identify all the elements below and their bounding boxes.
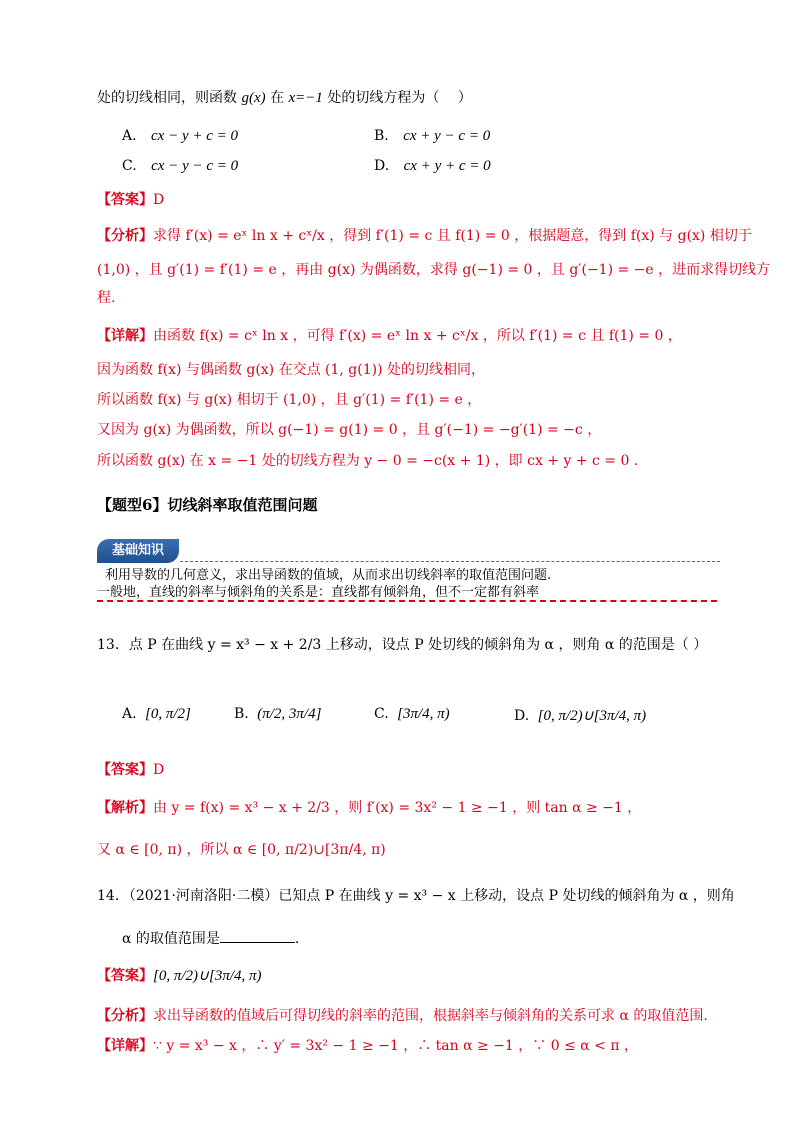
answer-blank[interactable]: [220, 928, 295, 943]
answer-tag: 【答案】: [97, 192, 153, 208]
detail-text: 由函数 f(x) = cˣ ln x ，可得 f′(x) = eˣ ln x + cˣ/x ，所以 f′(1) = c 且 f(1) = 0 ，: [153, 328, 682, 344]
option-label: C.: [122, 158, 137, 174]
option-label: D.: [514, 708, 530, 724]
analysis14: [97, 1006, 708, 1026]
answer-value: D: [153, 762, 165, 778]
intro-g: g(x): [241, 90, 266, 106]
intro-x: x=−1: [288, 90, 323, 106]
banner-divider: [180, 561, 720, 562]
q14-stem2-text: α 的取值范围是: [122, 931, 220, 947]
answer-value: [0, π/2)∪[3π/4, π): [153, 968, 262, 984]
option-b: [374, 128, 490, 145]
intro-text2: 在: [270, 90, 285, 106]
answer-prev: [97, 190, 164, 210]
knowledge-banner: 基础知识: [97, 539, 179, 563]
knowledge-red-underline: [97, 600, 717, 602]
q13-option-a: [122, 706, 191, 723]
analysis-tag: 【分析】: [97, 228, 153, 244]
analysis-prev-line2: (1,0) ，且 g′(1) = f′(1) = e ，再由 g(x) 为偶函数，求得 g(−1) = 0 ，且 g′(−1) = −e ，进而求得切线方: [97, 262, 771, 278]
option-expr: [3π/4, π): [397, 706, 450, 722]
analysis-text: 求得 f′(x) = eˣ ln x + cˣ/x ，得到 f′(1) = c 且 f(1) = 0 ，根据题意，得到 f(x) 与 g(x) 相切于: [153, 228, 752, 244]
detail-prev-line4: 又因为 g(x) 为偶函数，所以 g(−1) = g(1) = 0 ，且 g′(−1) = −g′(1) = −c ，: [97, 422, 602, 438]
option-expr: [0, π/2)∪[3π/4, π): [537, 708, 647, 724]
option-label: A.: [122, 706, 137, 722]
option-expr: [0, π/2]: [145, 706, 191, 722]
detail-prev-line3: 所以函数 f(x) 与 g(x) 相切于 (1,0) ，且 g′(1) = f′(1) = e ，: [97, 392, 482, 408]
q13-option-b: [234, 706, 321, 723]
section-title: 【题型6】切线斜率取值范围问题: [97, 496, 318, 514]
answer13: [97, 760, 164, 780]
detail-prev-line5: 所以函数 g(x) 在 x = −1 处的切线方程为 y − 0 = −c(x + 1) ，即 cx + y + c = 0 .: [97, 453, 639, 469]
detail-text: ∵ y = x³ − x ，∴ y′ = 3x² − 1 ≥ −1 ，∴ tan α ≥ −1 ，∵ 0 ≤ α < π ，: [153, 1038, 639, 1054]
intro-text: 处的切线相同，则函数: [97, 90, 237, 106]
option-expr: cx + y − c = 0: [403, 128, 491, 144]
intro-line: [97, 88, 472, 108]
detail-prev-line1: [97, 326, 682, 346]
answer-tag: 【答案】: [97, 968, 153, 984]
analysis-tag: 【分析】: [97, 1008, 153, 1024]
knowledge-line2: 一般地，直线的斜率与倾斜角的关系是：直线都有倾斜角，但不一定都有斜率: [97, 585, 540, 600]
option-label: A.: [122, 128, 137, 144]
option-d: [374, 158, 491, 175]
option-expr: (π/2, 3π/4]: [257, 706, 322, 722]
option-label: B.: [234, 706, 249, 722]
option-label: C.: [374, 706, 389, 722]
answer14: [97, 966, 262, 986]
answer-tag: 【答案】: [97, 762, 153, 778]
detail-tag: 【详解】: [97, 1038, 153, 1054]
option-label: D.: [374, 158, 390, 174]
analysis-prev-line1: [97, 226, 752, 246]
knowledge-line1: 利用导数的几何意义，求出导函数的值域，从而求出切线斜率的取值范围问题.: [105, 568, 552, 583]
q13-option-c: [374, 706, 450, 723]
detail-tag: 【详解】: [97, 328, 153, 344]
option-expr: cx − y + c = 0: [151, 128, 239, 144]
analysis-prev-line3: 程.: [97, 290, 116, 306]
solution-tag: 【解析】: [97, 800, 153, 816]
q14-stem: 14．（2021·河南洛阳·二模）已知点 P 在曲线 y = x³ − x 上移动，设点 P 处切线的倾斜角为 α ，则角: [97, 888, 735, 904]
solution13-line2: 又 α ∈ [0, π) ，所以 α ∈ [0, π/2)∪[3π/4, π): [97, 842, 386, 858]
option-expr: cx + y + c = 0: [403, 158, 491, 174]
q14-end: .: [294, 931, 300, 947]
solution-text: 由 y = f(x) = x³ − x + 2/3 ，则 f′(x) = 3x² − 1 ≥ −1 ，则 tan α ≥ −1 ，: [153, 800, 642, 816]
option-label: B.: [374, 128, 389, 144]
option-expr: cx − y − c = 0: [151, 158, 239, 174]
option-c: [122, 158, 238, 175]
q13-option-d: [514, 706, 646, 725]
q14-stem2: [122, 928, 299, 949]
answer-value: D: [153, 192, 165, 208]
solution13-line1: [97, 798, 641, 818]
q13-stem: 13．点 P 在曲线 y = x³ − x + 2/3 上移动，设点 P 处切线的倾斜角为 α ，则角 α 的范围是（ ）: [97, 637, 708, 653]
detail14: [97, 1036, 638, 1056]
detail-prev-line2: 因为函数 f(x) 与偶函数 g(x) 在交点 (1, g(1)) 处的切线相同，: [97, 362, 486, 378]
intro-text3: 处的切线方程为（ ）: [327, 90, 472, 106]
option-a: [122, 128, 238, 145]
analysis-text: 求出导函数的值域后可得切线的斜率的范围，根据斜率与倾斜角的关系可求 α 的取值范围.: [153, 1008, 708, 1024]
